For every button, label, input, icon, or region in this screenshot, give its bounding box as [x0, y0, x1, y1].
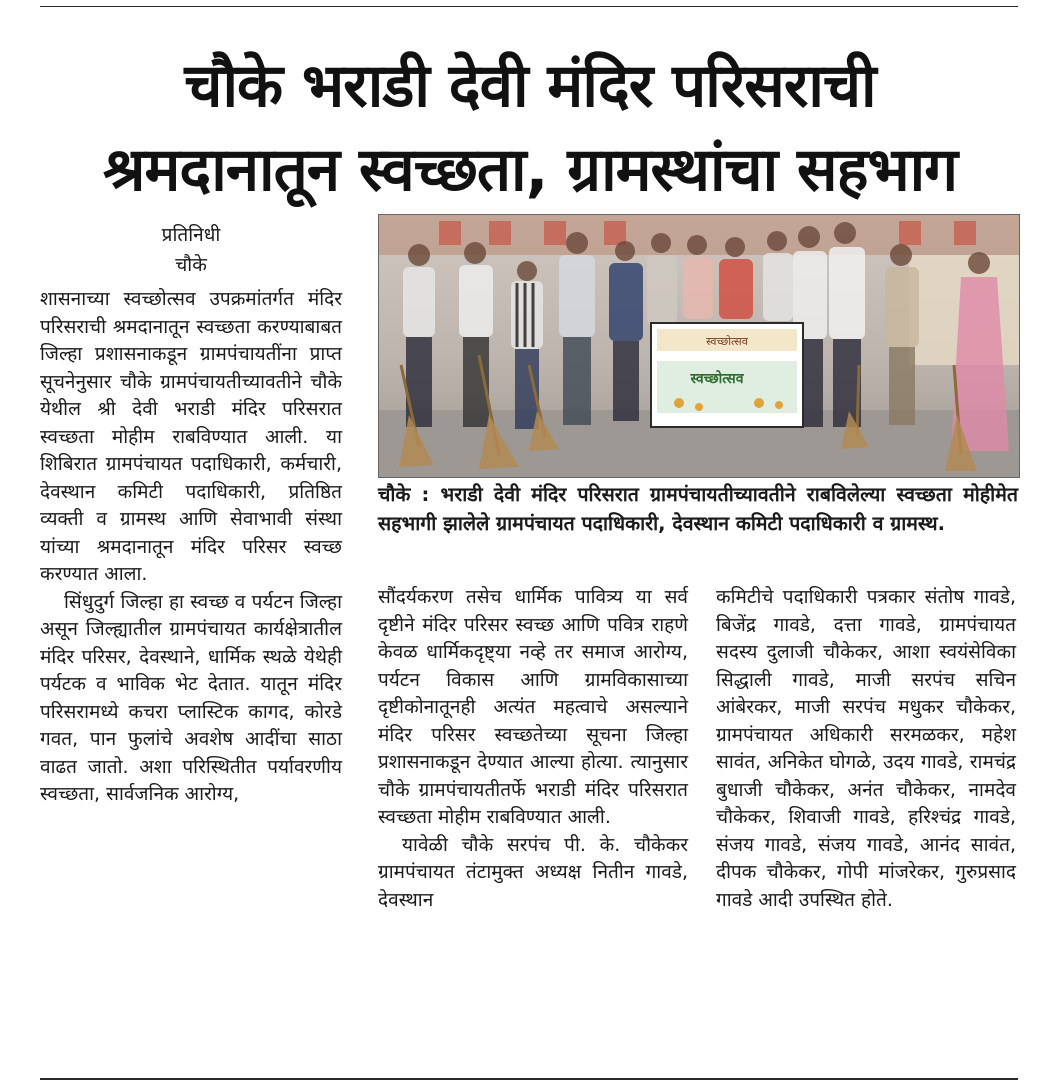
- photo-caption: चौके : भराडी देवी मंदिर परिसरात ग्रामपंचायतीच्यावतीने राबविलेल्या स्वच्छता मोहीमेत सहभागी झालेले ग्रामपंचायत पदाधिकारी, देवस्थान कमिटी पदाधिकारी व ग्रामस्थ.: [378, 483, 1018, 535]
- banner-logo-text: स्वच्छोत्सव: [690, 371, 744, 387]
- bottom-rule: [40, 1078, 1018, 1080]
- top-rule: [40, 6, 1018, 7]
- group-photo-illustration: [379, 215, 1019, 477]
- banner-top-text: स्वच्छोत्सव: [706, 335, 748, 348]
- article-paragraph-5: कमिटीचे पदाधिकारी पत्रकार संतोष गावडे, बिजेंद्र गावडे, दत्ता गावडे, ग्रामपंचायत सदस्य दुलाजी चौकेकर, आशा स्वयंसेविका सिद्धाली गावडे, माजी सरपंच सचिन आंबेरकर, माजी सरपंच मधुकर चौकेकर, ग्रामपंचायत अधिकारी सरमळकर, महेश सावंत, अनिकेत घोगळे, उदय गावडे, रामचंद्र बुधाजी चौकेकर, अनंत चौकेकर, नामदेव चौकेकर, शिवाजी गावडे, हरिश्चंद्र गावडे, संजय गावडे, संजय गावडे, आनंद सावंत, दीपक चौकेकर, गोपी मांजरेकर, गुरुप्रसाद गावडे आदी उपस्थित होते.: [716, 586, 1016, 911]
- headline-line-2: श्रमदानातून स्वच्छता, ग्रामस्थांचा सहभाग: [103, 135, 957, 205]
- headline-line-1: चौके भराडी देवी मंदिर परिसराची: [184, 51, 876, 121]
- byline-place: चौके: [175, 254, 207, 276]
- article-paragraph-3: सौंदर्यकरण तसेच धार्मिक पावित्र्य या सर्व दृष्टीने मंदिर परिसर स्वच्छ आणि पवित्र राहणे केवळ धार्मिकदृष्ट्या नव्हे तर समाज आरोग्य, पर्यटन विकास आणि ग्रामविकासाच्या दृष्टीकोनातूनही अत्यंत महत्वाचे असल्याने मंदिर परिसर स्वच्छतेच्या सूचना जिल्हा प्रशासनाकडून देण्यात आल्या होत्या. त्यानुसार चौके ग्रामपंचायतीतर्फे भराडी मंदिर परिसरात स्वच्छता मोहीम राबविण्यात आली.: [378, 586, 688, 828]
- article-column-2: [378, 584, 688, 914]
- article-column-3: [716, 584, 1016, 914]
- article-paragraph-1: शासनाच्या स्वच्छोत्सव उपक्रमांतर्गत मंदिर परिसराची श्रमदानातून स्वच्छता करण्याबाबत जिल्हा प्रशासनाकडून ग्रामपंचायतींना प्राप्त सूचनेनुसार चौके ग्रामपंचायतीच्यावतीने चौके येथील श्री देवी भराडी मंदिर परिसरात स्वच्छता मोहीम राबविण्यात आली. या शिबिरात ग्रामपंचायत पदाधिकारी, कर्मचारी, देवस्थान कमिटी पदाधिकारी, प्रतिष्ठित व्यक्ती व ग्रामस्थ आणि सेवाभावी संस्था यांच्या श्रमदानातून मंदिर परिसर स्वच्छ करण्यात आला.: [40, 288, 342, 585]
- news-photo: [378, 214, 1020, 478]
- byline-reporter: प्रतिनिधी: [161, 224, 221, 246]
- article-column-1: [40, 286, 342, 809]
- article-paragraph-4: यावेळी चौके सरपंच पी. के. चौकेकर ग्रामपंचायत तंटामुक्त अध्यक्ष नितीन गावडे, देवस्थान: [378, 833, 688, 911]
- headline: [30, 44, 1030, 212]
- article-paragraph-2: सिंधुदुर्ग जिल्हा हा स्वच्छ व पर्यटन जिल्हा असून जिल्ह्यातील ग्रामपंचायत कार्यक्षेत्रातील मंदिर परिसर, देवस्थाने, धार्मिक स्थळे येथेही पर्यटक व भाविक भेट देतात. यातून मंदिर परिसरामध्ये कचरा प्लास्टिक कागद, कोरडे गवत, पान फुलांचे अवशेष आदींचा साठा वाढत जातो. अशा परिस्थितीत पर्यावरणीय स्वच्छता, सार्वजनिक आरोग्य,: [40, 590, 342, 805]
